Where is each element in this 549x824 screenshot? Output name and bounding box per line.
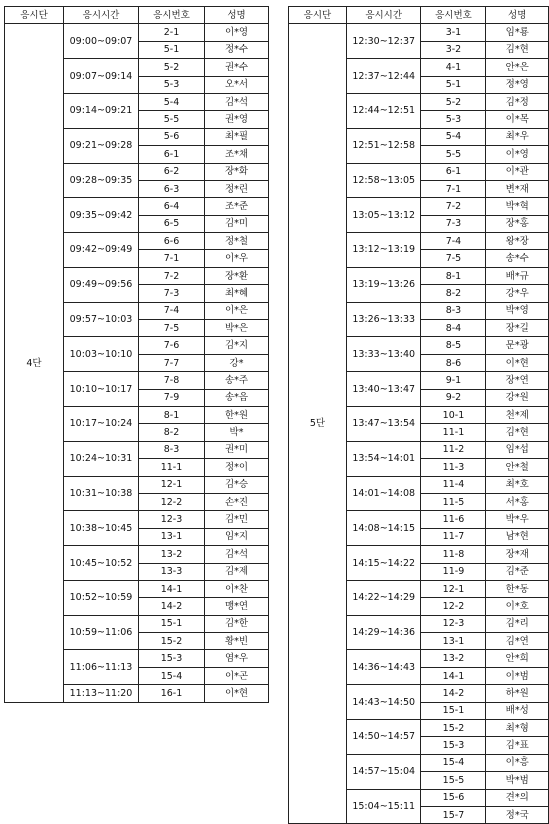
exam-number-cell: 12-2: [139, 493, 205, 510]
time-cell: 11:06~11:13: [64, 650, 139, 685]
exam-number-cell: 10-1: [421, 406, 486, 423]
name-cell: 서*홍: [486, 493, 549, 510]
time-cell: 13:12~13:19: [346, 233, 421, 268]
exam-number-cell: 14-1: [139, 580, 205, 597]
exam-number-cell: 5-1: [139, 41, 205, 58]
time-cell: 13:47~13:54: [346, 406, 421, 441]
exam-number-cell: 15-4: [421, 754, 486, 771]
name-cell: 박*혁: [486, 198, 549, 215]
header-name: 성명: [205, 7, 269, 24]
time-cell: 10:03~10:10: [64, 337, 139, 372]
name-cell: 장*연: [486, 372, 549, 389]
name-cell: 장*홍: [486, 215, 549, 232]
time-cell: 09:42~09:49: [64, 233, 139, 268]
exam-number-cell: 4-1: [421, 59, 486, 76]
name-cell: 변*재: [486, 180, 549, 197]
name-cell: 정*영: [486, 76, 549, 93]
name-cell: 박*은: [205, 320, 269, 337]
table-row: [289, 24, 549, 41]
exam-number-cell: 5-5: [139, 111, 205, 128]
time-cell: 13:54~14:01: [346, 441, 421, 476]
exam-number-cell: 7-1: [139, 250, 205, 267]
exam-number-cell: 15-2: [421, 720, 486, 737]
time-cell: 09:07~09:14: [64, 59, 139, 94]
exam-number-cell: 6-6: [139, 233, 205, 250]
exam-number-cell: 16-1: [139, 685, 205, 702]
name-cell: 김*연: [486, 633, 549, 650]
name-cell: 김*리: [486, 615, 549, 632]
time-cell: 09:21~09:28: [64, 128, 139, 163]
name-cell: 강*원: [486, 389, 549, 406]
time-cell: 10:52~10:59: [64, 580, 139, 615]
session-cell: 5단: [289, 24, 347, 824]
time-cell: 12:44~12:51: [346, 93, 421, 128]
name-cell: 장*환: [205, 267, 269, 284]
name-cell: 송*주: [205, 372, 269, 389]
exam-number-cell: 7-7: [139, 354, 205, 371]
exam-number-cell: 5-3: [421, 111, 486, 128]
name-cell: 안*철: [486, 459, 549, 476]
time-cell: 15:04~15:11: [346, 789, 421, 824]
name-cell: 염*우: [205, 650, 269, 667]
exam-number-cell: 11-3: [421, 459, 486, 476]
exam-number-cell: 9-1: [421, 372, 486, 389]
exam-number-cell: 8-1: [421, 267, 486, 284]
name-cell: 최*우: [486, 128, 549, 145]
exam-number-cell: 5-4: [139, 93, 205, 110]
name-cell: 이*현: [486, 354, 549, 371]
name-cell: 김*지: [205, 337, 269, 354]
schedule-table-4: [4, 6, 269, 703]
exam-number-cell: 15-1: [139, 615, 205, 632]
name-cell: 한*원: [205, 406, 269, 423]
exam-number-cell: 15-4: [139, 667, 205, 684]
name-cell: 이*영: [486, 146, 549, 163]
name-cell: 권*미: [205, 441, 269, 458]
name-cell: 이*곤: [205, 667, 269, 684]
name-cell: 박*우: [486, 511, 549, 528]
exam-number-cell: 13-2: [421, 650, 486, 667]
name-cell: 김*석: [205, 93, 269, 110]
exam-number-cell: 11-5: [421, 493, 486, 510]
exam-number-cell: 14-1: [421, 667, 486, 684]
time-cell: 14:15~14:22: [346, 546, 421, 581]
time-cell: 11:13~11:20: [64, 685, 139, 702]
name-cell: 송*수: [486, 250, 549, 267]
time-cell: 13:33~13:40: [346, 337, 421, 372]
exam-number-cell: 13-3: [139, 563, 205, 580]
time-cell: 12:58~13:05: [346, 163, 421, 198]
exam-number-cell: 8-3: [421, 302, 486, 319]
table-row: [5, 24, 269, 41]
name-cell: 배*성: [486, 702, 549, 719]
time-cell: 09:35~09:42: [64, 198, 139, 233]
name-cell: 배*규: [486, 267, 549, 284]
time-cell: 10:45~10:52: [64, 546, 139, 581]
name-cell: 한*동: [486, 580, 549, 597]
exam-number-cell: 11-7: [421, 528, 486, 545]
exam-number-cell: 2-1: [139, 24, 205, 41]
exam-number-cell: 7-6: [139, 337, 205, 354]
exam-number-cell: 6-2: [139, 163, 205, 180]
name-cell: 이*우: [205, 250, 269, 267]
name-cell: 오*서: [205, 76, 269, 93]
name-cell: 안*은: [486, 59, 549, 76]
name-cell: 조*준: [205, 198, 269, 215]
exam-number-cell: 7-1: [421, 180, 486, 197]
name-cell: 장*재: [486, 546, 549, 563]
exam-number-cell: 7-2: [139, 267, 205, 284]
name-cell: 황*빈: [205, 633, 269, 650]
name-cell: 이*영: [205, 24, 269, 41]
name-cell: 김*승: [205, 476, 269, 493]
time-cell: 13:05~13:12: [346, 198, 421, 233]
exam-number-cell: 8-3: [139, 441, 205, 458]
name-cell: 송*음: [205, 389, 269, 406]
name-cell: 견*의: [486, 789, 549, 806]
time-cell: 09:00~09:07: [64, 24, 139, 59]
header-session: 응시단: [5, 7, 64, 24]
name-cell: 최*형: [486, 720, 549, 737]
name-cell: 이*관: [486, 163, 549, 180]
exam-number-cell: 7-3: [421, 215, 486, 232]
time-cell: 09:14~09:21: [64, 93, 139, 128]
exam-number-cell: 11-8: [421, 546, 486, 563]
header-number: 응시번호: [139, 7, 205, 24]
time-cell: 14:43~14:50: [346, 685, 421, 720]
exam-number-cell: 7-5: [421, 250, 486, 267]
header-name: 성명: [486, 7, 549, 24]
exam-number-cell: 6-4: [139, 198, 205, 215]
exam-number-cell: 13-1: [421, 633, 486, 650]
name-cell: 강*우: [486, 285, 549, 302]
exam-number-cell: 7-8: [139, 372, 205, 389]
time-cell: 09:49~09:56: [64, 267, 139, 302]
name-cell: 이*호: [486, 598, 549, 615]
header-row: [289, 7, 549, 24]
name-cell: 김*준: [486, 563, 549, 580]
time-cell: 14:50~14:57: [346, 720, 421, 755]
time-cell: 09:57~10:03: [64, 302, 139, 337]
header-number: 응시번호: [421, 7, 486, 24]
name-cell: 안*희: [486, 650, 549, 667]
exam-number-cell: 14-2: [421, 685, 486, 702]
exam-number-cell: 5-2: [139, 59, 205, 76]
name-cell: 임*지: [205, 528, 269, 545]
exam-number-cell: 6-1: [421, 163, 486, 180]
time-cell: 14:36~14:43: [346, 650, 421, 685]
exam-number-cell: 15-2: [139, 633, 205, 650]
exam-number-cell: 8-4: [421, 320, 486, 337]
exam-number-cell: 5-3: [139, 76, 205, 93]
name-cell: 박*: [205, 424, 269, 441]
exam-number-cell: 7-2: [421, 198, 486, 215]
exam-number-cell: 11-4: [421, 476, 486, 493]
exam-number-cell: 12-1: [421, 580, 486, 597]
time-cell: 12:30~12:37: [346, 24, 421, 59]
exam-number-cell: 12-3: [421, 615, 486, 632]
exam-number-cell: 8-2: [421, 285, 486, 302]
name-cell: 하*원: [486, 685, 549, 702]
time-cell: 14:22~14:29: [346, 580, 421, 615]
name-cell: 문*광: [486, 337, 549, 354]
session-cell: 4단: [5, 24, 64, 702]
name-cell: 정*린: [205, 180, 269, 197]
exam-number-cell: 3-1: [421, 24, 486, 41]
exam-number-cell: 6-3: [139, 180, 205, 197]
name-cell: 권*수: [205, 59, 269, 76]
time-cell: 14:57~15:04: [346, 754, 421, 789]
header-row: [5, 7, 269, 24]
time-cell: 14:08~14:15: [346, 511, 421, 546]
exam-number-cell: 6-1: [139, 146, 205, 163]
name-cell: 임*섭: [486, 441, 549, 458]
exam-number-cell: 8-2: [139, 424, 205, 441]
time-cell: 13:40~13:47: [346, 372, 421, 407]
name-cell: 강*: [205, 354, 269, 371]
schedule-table-5: [288, 6, 549, 824]
header-time: 응시시간: [346, 7, 421, 24]
exam-number-cell: 8-5: [421, 337, 486, 354]
name-cell: 정*이: [205, 459, 269, 476]
name-cell: 김*민: [205, 511, 269, 528]
exam-number-cell: 11-9: [421, 563, 486, 580]
exam-number-cell: 12-3: [139, 511, 205, 528]
table-body: [289, 24, 549, 824]
name-cell: 장*화: [205, 163, 269, 180]
name-cell: 이*목: [486, 111, 549, 128]
name-cell: 이*은: [205, 302, 269, 319]
name-cell: 남*현: [486, 528, 549, 545]
time-cell: 10:31~10:38: [64, 476, 139, 511]
name-cell: 김*미: [205, 215, 269, 232]
exam-number-cell: 13-2: [139, 546, 205, 563]
name-cell: 조*채: [205, 146, 269, 163]
time-cell: 10:24~10:31: [64, 441, 139, 476]
exam-number-cell: 5-5: [421, 146, 486, 163]
time-cell: 09:28~09:35: [64, 163, 139, 198]
time-cell: 10:38~10:45: [64, 511, 139, 546]
exam-number-cell: 8-1: [139, 406, 205, 423]
exam-number-cell: 15-3: [421, 737, 486, 754]
name-cell: 이*범: [486, 667, 549, 684]
exam-number-cell: 5-6: [139, 128, 205, 145]
name-cell: 정*국: [486, 806, 549, 823]
time-cell: 10:59~11:06: [64, 615, 139, 650]
header-session: 응시단: [289, 7, 347, 24]
name-cell: 김*석: [205, 546, 269, 563]
exam-number-cell: 7-4: [139, 302, 205, 319]
exam-number-cell: 7-9: [139, 389, 205, 406]
exam-number-cell: 15-6: [421, 789, 486, 806]
time-cell: 12:51~12:58: [346, 128, 421, 163]
time-cell: 12:37~12:44: [346, 59, 421, 94]
name-cell: 천*제: [486, 406, 549, 423]
exam-number-cell: 12-1: [139, 476, 205, 493]
name-cell: 김*현: [486, 41, 549, 58]
exam-number-cell: 7-4: [421, 233, 486, 250]
exam-number-cell: 8-6: [421, 354, 486, 371]
name-cell: 박*범: [486, 772, 549, 789]
exam-number-cell: 11-2: [421, 441, 486, 458]
time-cell: 14:29~14:36: [346, 615, 421, 650]
table-body: [5, 24, 269, 702]
exam-number-cell: 5-1: [421, 76, 486, 93]
exam-number-cell: 11-6: [421, 511, 486, 528]
name-cell: 최*필: [205, 128, 269, 145]
exam-number-cell: 12-2: [421, 598, 486, 615]
name-cell: 최*혜: [205, 285, 269, 302]
time-cell: 10:17~10:24: [64, 406, 139, 441]
name-cell: 김*한: [205, 615, 269, 632]
exam-number-cell: 7-3: [139, 285, 205, 302]
exam-number-cell: 7-5: [139, 320, 205, 337]
exam-number-cell: 14-2: [139, 598, 205, 615]
exam-number-cell: 3-2: [421, 41, 486, 58]
exam-number-cell: 6-5: [139, 215, 205, 232]
name-cell: 왕*장: [486, 233, 549, 250]
name-cell: 임*룡: [486, 24, 549, 41]
name-cell: 맹*연: [205, 598, 269, 615]
time-cell: 14:01~14:08: [346, 476, 421, 511]
name-cell: 김*현: [486, 424, 549, 441]
exam-number-cell: 9-2: [421, 389, 486, 406]
name-cell: 김*제: [205, 563, 269, 580]
name-cell: 박*영: [486, 302, 549, 319]
name-cell: 정*수: [205, 41, 269, 58]
exam-number-cell: 15-7: [421, 806, 486, 823]
exam-number-cell: 15-3: [139, 650, 205, 667]
exam-number-cell: 11-1: [139, 459, 205, 476]
name-cell: 김*표: [486, 737, 549, 754]
exam-number-cell: 5-4: [421, 128, 486, 145]
name-cell: 장*길: [486, 320, 549, 337]
exam-number-cell: 15-1: [421, 702, 486, 719]
time-cell: 13:19~13:26: [346, 267, 421, 302]
time-cell: 13:26~13:33: [346, 302, 421, 337]
exam-number-cell: 13-1: [139, 528, 205, 545]
name-cell: 손*진: [205, 493, 269, 510]
name-cell: 최*호: [486, 476, 549, 493]
name-cell: 권*영: [205, 111, 269, 128]
time-cell: 10:10~10:17: [64, 372, 139, 407]
exam-number-cell: 11-1: [421, 424, 486, 441]
name-cell: 김*정: [486, 93, 549, 110]
header-time: 응시시간: [64, 7, 139, 24]
exam-number-cell: 5-2: [421, 93, 486, 110]
name-cell: 이*흥: [486, 754, 549, 771]
name-cell: 정*철: [205, 233, 269, 250]
name-cell: 이*찬: [205, 580, 269, 597]
exam-number-cell: 15-5: [421, 772, 486, 789]
name-cell: 이*현: [205, 685, 269, 702]
